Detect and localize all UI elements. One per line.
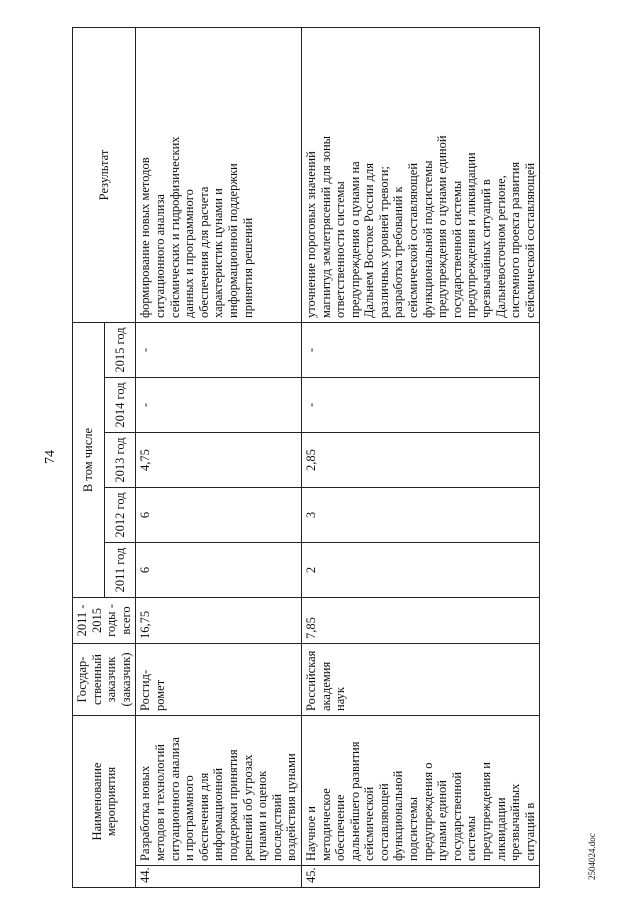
measure-name: Научное и методическое обеспечение дальнейшего развития сейсмической составляющей функциональной подсистемы предупреждения о цунами единой государственной системы предупреждения и ликвидации чрезвычайных ситуаций в xyxy=(301,716,540,866)
value-2013: 4,75 xyxy=(136,433,302,488)
customer: Росгид- ромет xyxy=(136,644,302,716)
total-value: 7,85 xyxy=(301,598,540,644)
value-2014: - xyxy=(136,378,302,433)
total-value: 16,75 xyxy=(136,598,302,644)
result-text: уточнение пороговых значений магнитуд землетрясений для зоны ответственности системы предупреждения о цунами на Дальнем Востоке России для различных уровней тревоги; разработка требований к сейсмической составляющей функциональной подсистемы предупреждения о цунами единой государственной системы предупреждения и ликвидации чрезвычайных ситуаций в Дальневосточном регионе, системного проекта развития сейсмической составляющей xyxy=(301,28,540,323)
header-year-2014: 2014 год xyxy=(104,378,136,433)
measures-table xyxy=(72,27,540,888)
header-customer: Государ- ственный заказчик (заказчик) xyxy=(73,644,136,716)
rotated-table-container xyxy=(72,28,582,888)
header-year-2012: 2012 год xyxy=(104,488,136,543)
value-2015: - xyxy=(301,323,540,378)
page-number: 74 xyxy=(43,450,58,464)
value-2014: - xyxy=(301,378,540,433)
value-2012: 3 xyxy=(301,488,540,543)
result-text: формирование новых методов ситуационного анализа сейсмических и гидрофизических данных и программного обеспечения для расчета характеристик цунами и информационной поддержки принятия решений xyxy=(136,28,302,323)
header-result: Результат xyxy=(73,28,136,323)
document-code: 2504024.doc xyxy=(587,833,597,880)
customer: Российская академия наук xyxy=(301,644,540,716)
table-row xyxy=(136,28,302,888)
value-2012: 6 xyxy=(136,488,302,543)
header-year-2015: 2015 год xyxy=(104,323,136,378)
table-row xyxy=(301,28,540,888)
header-total: 2011 - 2015 годы - всего xyxy=(73,598,136,644)
row-number: 45. xyxy=(301,866,540,888)
header-including: В том числе xyxy=(73,323,105,598)
row-number: 44. xyxy=(136,866,302,888)
header-year-2013: 2013 год xyxy=(104,433,136,488)
value-2011: 6 xyxy=(136,543,302,598)
header-name: Наименование мероприятия xyxy=(73,716,136,888)
header-year-2011: 2011 год xyxy=(104,543,136,598)
value-2015: - xyxy=(136,323,302,378)
measure-name: Разработка новых методов и технологий ситуационного анализа и программного обеспечения для информационной поддержки принятия решений об угрозах цунами и оценок последствий воздействия цунами xyxy=(136,716,302,866)
value-2011: 2 xyxy=(301,543,540,598)
value-2013: 2,85 xyxy=(301,433,540,488)
